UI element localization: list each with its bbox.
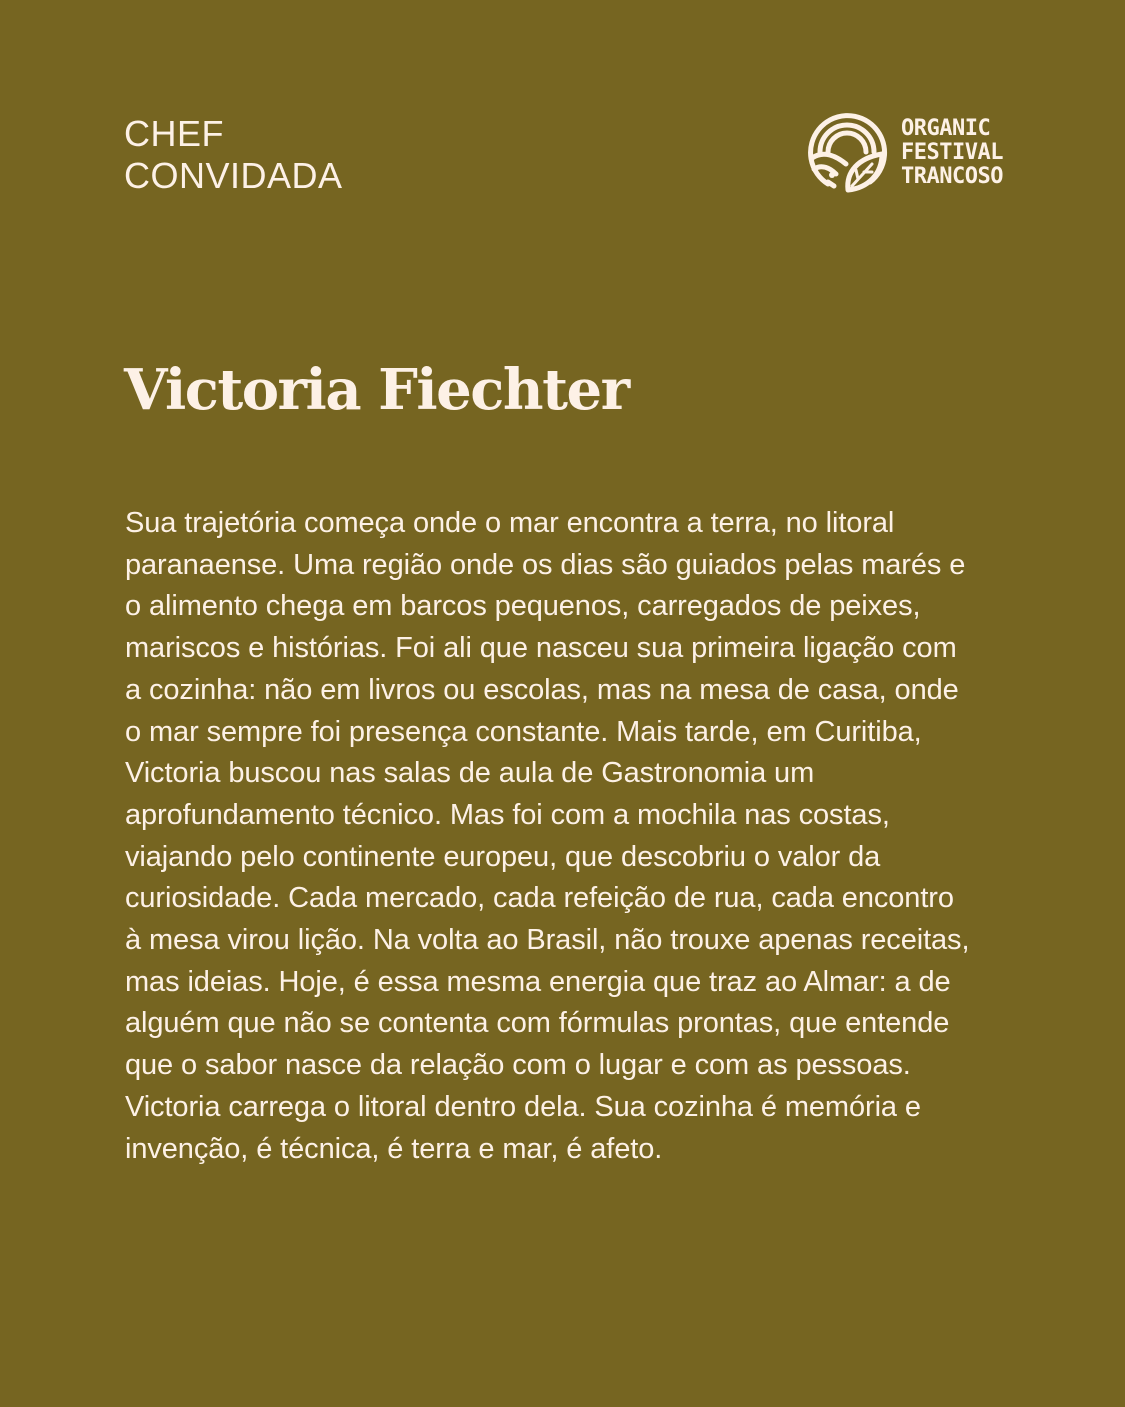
organic-festival-logo <box>806 111 1006 195</box>
logo-word-1: ORGANIC <box>901 116 991 141</box>
chef-name: Victoria Fiechter <box>124 357 629 423</box>
section-label <box>124 113 343 197</box>
chef-bio: Sua trajetória começa onde o mar encontra a terra, no litoral paranaense. Uma região onde os dias são guiados pelas marés e o alimento chega em barcos pequenos, carregados de peixes, mariscos e histórias. Foi ali que nasceu sua primeira ligação com a cozinha: não em livros ou escolas, mas na mesa de casa, onde o mar sempre foi presença constante. Mais tarde, em Curitiba, Victoria buscou nas salas de aula de Gastronomia um aprofundamento técnico. Mas foi com a mochila nas costas, viajando pelo continente europeu, que descobriu o valor da curiosidade. Cada mercado, cada refeição de rua, cada encontro à mesa virou lição. Na volta ao Brasil, não trouxe apenas receitas, mas ideias. Hoje, é essa mesma energia que traz ao Almar: a de alguém que não se contenta com fórmulas prontas, que entende que o sabor nasce da relação com o lugar e com as pessoas. Victoria carrega o litoral dentro dela. Sua cozinha é memória e invenção, é técnica, é terra e mar, é afeto. <box>125 507 970 1165</box>
logo-word-3: TRANCOSO <box>901 164 1003 189</box>
section-label-line-2: CONVIDADA <box>124 155 343 196</box>
leaf-sun-emblem-icon <box>806 112 888 194</box>
section-label-line-1: CHEF <box>124 113 224 154</box>
logo-word-2: FESTIVAL <box>901 140 1003 165</box>
logo-wordmark <box>901 117 1003 189</box>
